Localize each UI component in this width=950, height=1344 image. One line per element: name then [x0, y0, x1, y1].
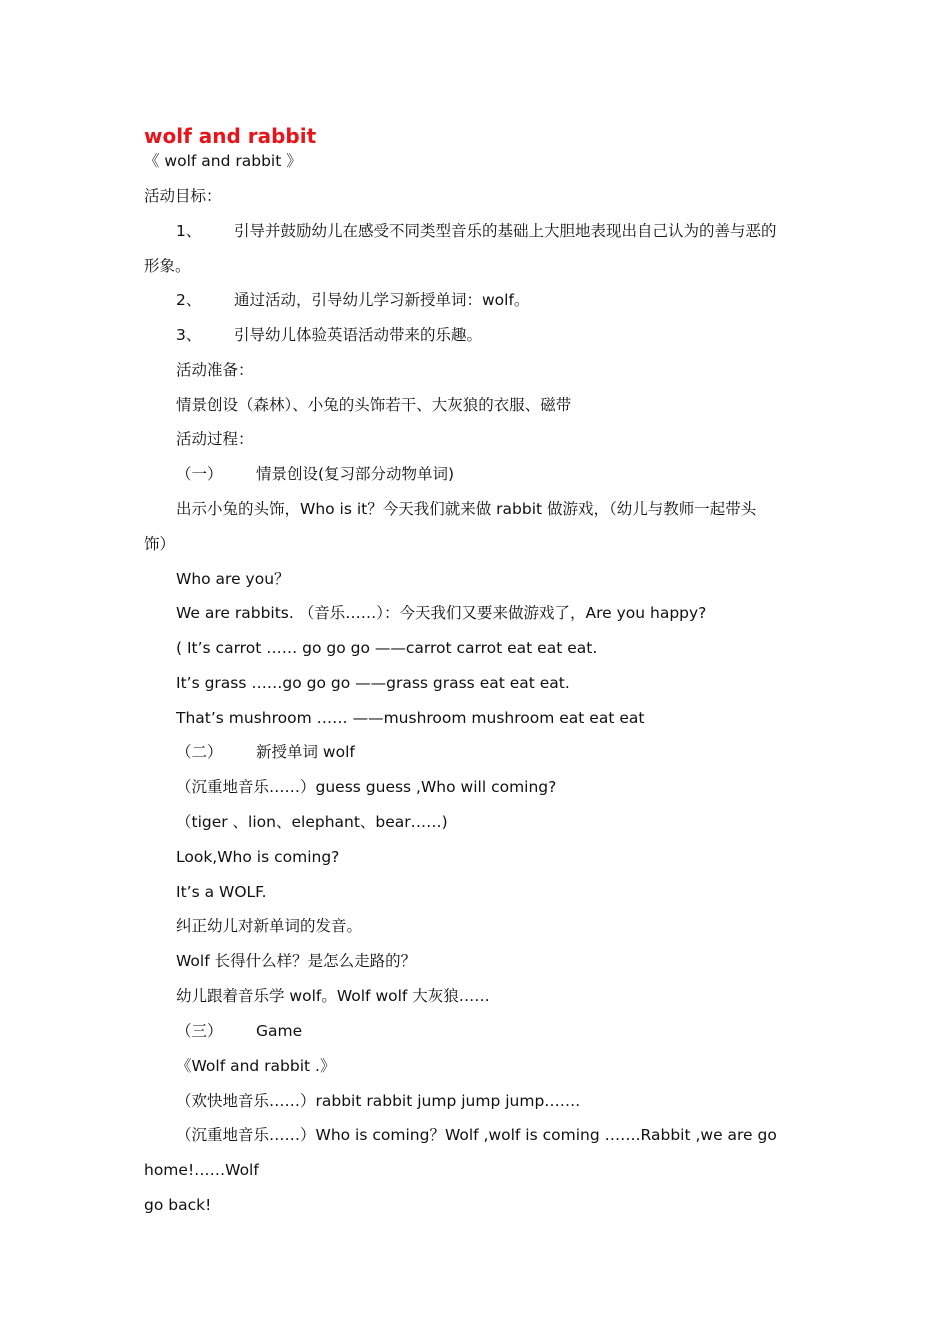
goal-number: 1、 [176, 222, 202, 240]
goal-item-2 [176, 289, 529, 311]
body-line: （tiger 、lion、elephant、bear……) [176, 813, 448, 831]
goal-text: 引导并鼓励幼儿在感受不同类型音乐的基础上大胆地表现出自己认为的善与恶的 [234, 222, 777, 240]
body-line: That’s mushroom …… ——mushroom mushroom eat eat eat [176, 709, 645, 727]
body-line: （沉重地音乐……）Who is coming？Wolf ,wolf is coming …….Rabbit ,we are go [176, 1126, 777, 1144]
body-line: 出示小兔的头饰，Who is it？今天我们就来做 rabbit 做游戏，（幼儿与教师一起带头 [176, 500, 757, 518]
prep-text: 情景创设（森林）、小兔的头饰若干、大灰狼的衣服、磁带 [176, 396, 572, 414]
body-line: home!……Wolf [144, 1161, 259, 1179]
goal-text: 通过活动，引导幼儿学习新授单词：wolf。 [234, 291, 530, 309]
prep-heading: 活动准备： [176, 361, 254, 379]
section-heading-3 [176, 1020, 302, 1042]
goal-number: 2、 [176, 291, 202, 309]
section-title: Game [256, 1022, 303, 1040]
document-subtitle: 《 wolf and rabbit 》 [144, 152, 302, 170]
body-line: 《Wolf and rabbit .》 [176, 1057, 336, 1075]
section-number: （一） [176, 465, 223, 483]
body-line: 幼儿跟着音乐学 wolf。Wolf wolf 大灰狼…… [176, 987, 490, 1005]
section-title: 情景创设(复习部分动物单词) [256, 465, 455, 483]
section-number: （三） [176, 1022, 223, 1040]
goals-heading: 活动目标： [144, 187, 222, 205]
section-heading-1 [176, 463, 454, 485]
body-line: We are rabbits. （音乐……）：今天我们又要来做游戏了，Are you happy? [176, 604, 707, 622]
goal-text-continuation: 形象。 [144, 257, 191, 275]
body-line: It’s grass ……go go go ——grass grass eat eat eat. [176, 674, 570, 692]
body-line: （沉重地音乐……）guess guess ,Who will coming? [176, 778, 557, 796]
document-title: wolf and rabbit [144, 124, 317, 148]
body-line: 纠正幼儿对新单词的发音。 [176, 917, 363, 935]
body-line: Look,Who is coming? [176, 848, 340, 866]
body-line: Who are you？ [176, 570, 290, 588]
body-line: ( It’s carrot …… go go go ——carrot carrot eat eat eat. [176, 639, 598, 657]
body-line: （欢快地音乐……）rabbit rabbit jump jump jump……. [176, 1092, 581, 1110]
section-heading-2 [176, 741, 355, 763]
section-number: （二） [176, 743, 223, 761]
body-line: It’s a WOLF. [176, 883, 267, 901]
goal-item-3 [176, 324, 482, 346]
body-line: go back! [144, 1196, 212, 1214]
goal-item-1 [176, 220, 777, 242]
body-line: 饰） [144, 535, 176, 553]
goal-number: 3、 [176, 326, 202, 344]
goal-text: 引导幼儿体验英语活动带来的乐趣。 [234, 326, 483, 344]
process-heading: 活动过程： [176, 430, 254, 448]
section-title: 新授单词 wolf [256, 743, 355, 761]
body-line: Wolf 长得什么样？是怎么走路的？ [176, 952, 417, 970]
